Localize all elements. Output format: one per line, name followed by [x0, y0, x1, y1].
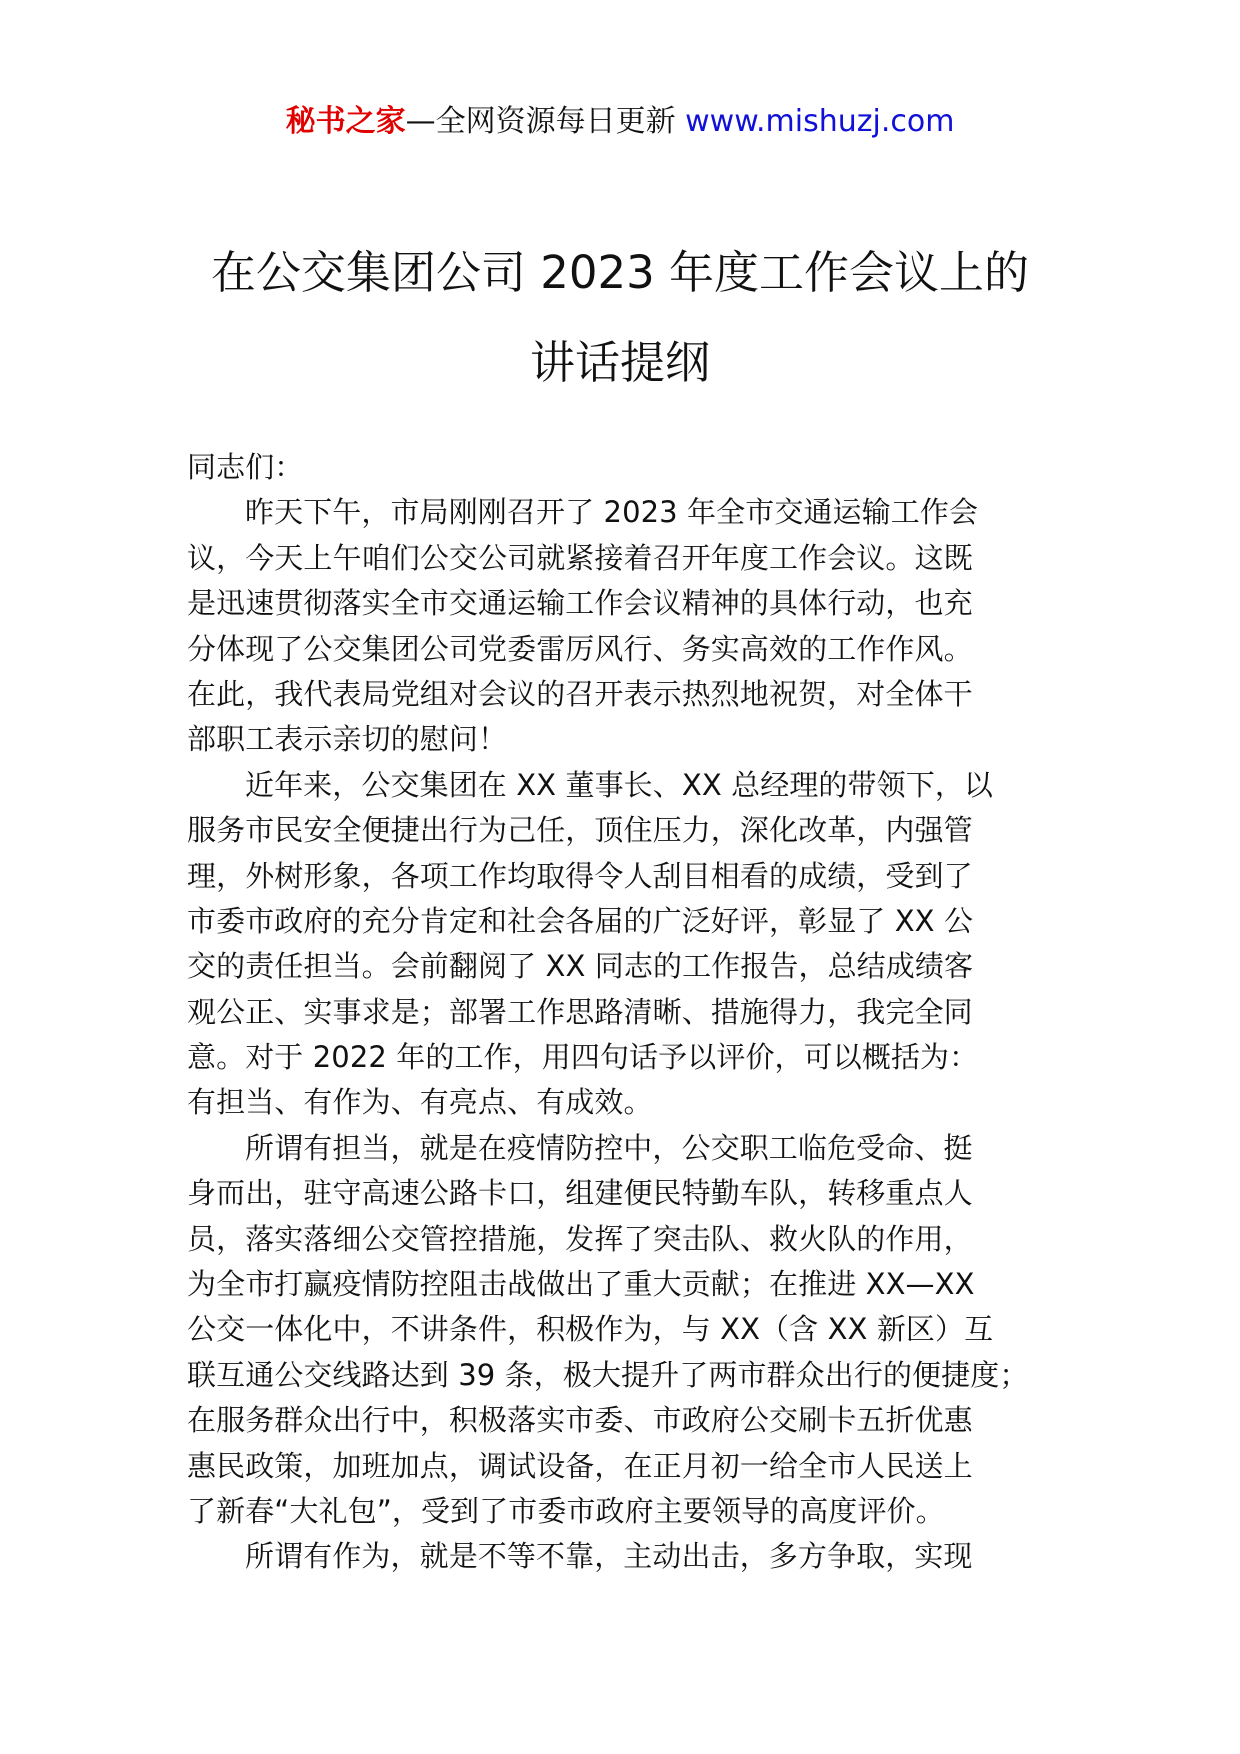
- site-header: [0, 102, 1240, 142]
- paragraph-line: 部职工表示亲切的慰问！: [187, 722, 508, 757]
- paragraph-line: 是迅速贯彻落实全市交通运输工作会议精神的具体行动，也充: [187, 586, 973, 621]
- paragraph-line: 有担当、有作为、有亮点、有成效。: [187, 1085, 653, 1120]
- title-line: 讲话提纲: [529, 336, 710, 389]
- paragraph-line: 观公正、实事求是；部署工作思路清晰、措施得力，我完全同: [187, 994, 973, 1029]
- paragraph-line: 员，落实落细公交管控措施，发挥了突击队、救火队的作用，: [187, 1221, 973, 1256]
- title-line: 在公交集团公司 2023 年度工作会议上的: [210, 246, 1030, 299]
- paragraph-line: 所谓有作为，就是不等不靠，主动出击，多方争取，实现: [245, 1539, 973, 1574]
- paragraph-line: 意。对于 2022 年的工作，用四句话予以评价，可以概括为：: [187, 1040, 979, 1075]
- document-body: [187, 445, 1067, 1580]
- paragraph-line: 市委市政府的充分肯定和社会各届的广泛好评，彰显了 XX 公: [187, 903, 974, 938]
- paragraph-line: 分体现了公交集团公司党委雷厉风行、务实高效的工作作风。: [187, 631, 973, 666]
- paragraph-line: 昨天下午，市局刚刚召开了 2023 年全市交通运输工作会: [245, 495, 979, 530]
- paragraph-line: 联互通公交线路达到 39 条，极大提升了两市群众出行的便捷度；: [187, 1357, 1029, 1392]
- paragraph-line: 为全市打赢疫情防控阻击战做出了重大贡献；在推进 XX—XX: [187, 1267, 975, 1302]
- paragraph-line: 在此，我代表局党组对会议的召开表示热烈地祝贺，对全体干: [187, 676, 973, 711]
- brand-name: 秘书之家: [285, 104, 406, 139]
- paragraph-line: 交的责任担当。会前翻阅了 XX 同志的工作报告，总结成绩客: [187, 949, 974, 984]
- paragraph-line: 惠民政策，加班加点，调试设备，在正月初一给全市人民送上: [187, 1448, 973, 1483]
- paragraph-line: 所谓有担当，就是在疫情防控中，公交职工临危受命、挺: [245, 1130, 973, 1165]
- paragraph-line: 在服务群众出行中，积极落实市委、市政府公交刷卡五折优惠: [187, 1403, 973, 1438]
- salutation: 同志们：: [187, 450, 304, 484]
- document-title: [160, 228, 1080, 408]
- website-link[interactable]: www.mishuzj.com: [685, 104, 955, 139]
- paragraph-line: 议，今天上午咱们公交公司就紧接着召开年度工作会议。这既: [187, 540, 973, 575]
- paragraph-line: 近年来，公交集团在 XX 董事长、XX 总经理的带领下，以: [245, 767, 994, 802]
- paragraph-line: 理，外树形象，各项工作均取得令人刮目相看的成绩，受到了: [187, 858, 973, 893]
- paragraph-line: 身而出，驻守高速公路卡口，组建便民特勤车队，转移重点人: [187, 1176, 973, 1211]
- paragraph-line: 服务市民安全便捷出行为己任，顶住压力，深化改革，内强管: [187, 813, 973, 848]
- paragraph-line: 了新春“大礼包”，受到了市委市政府主要领导的高度评价。: [187, 1493, 945, 1528]
- header-slogan: —全网资源每日更新: [405, 104, 676, 139]
- paragraph-line: 公交一体化中，不讲条件，积极作为，与 XX（含 XX 新区）互: [187, 1312, 994, 1347]
